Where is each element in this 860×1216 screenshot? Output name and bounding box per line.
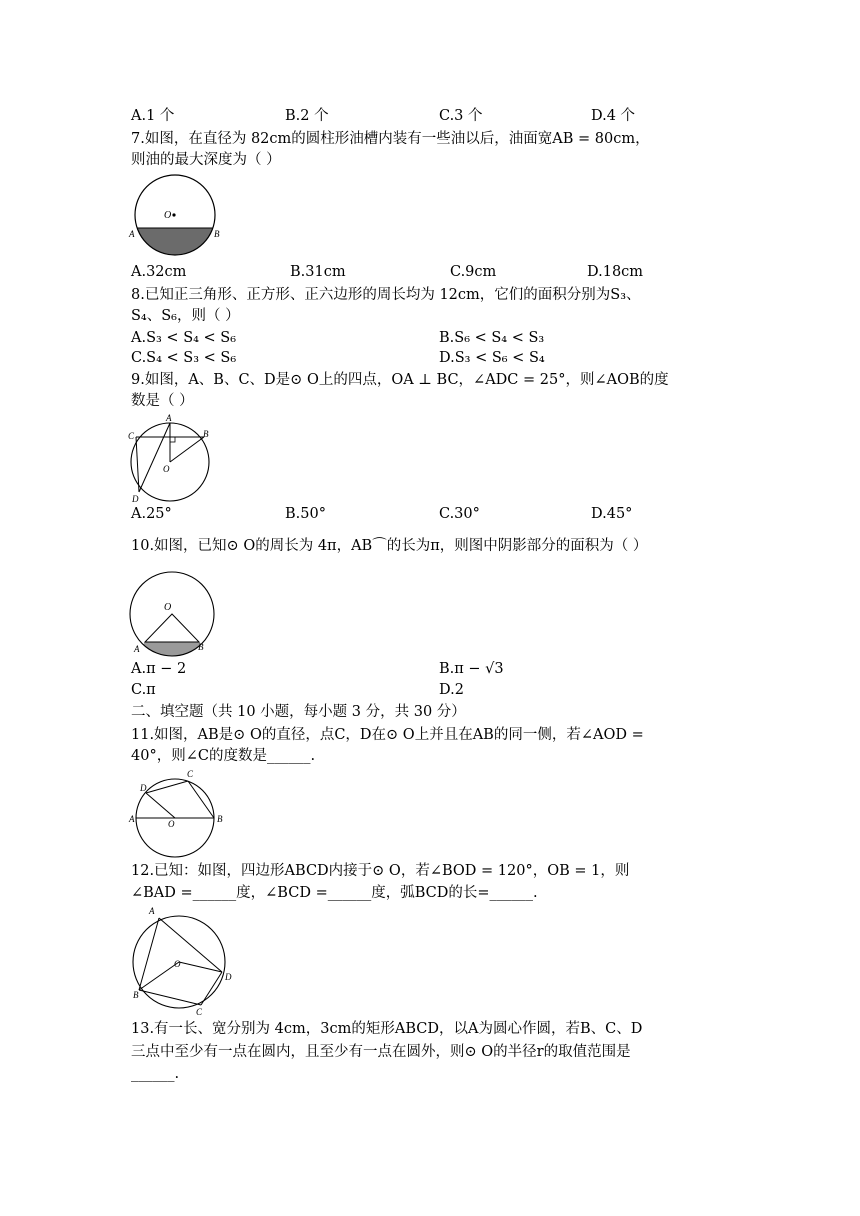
q12-label-d: D	[225, 972, 232, 982]
section-2-heading: 二、填空题（共 10 小题，每小题 3 分，共 30 分）	[131, 704, 466, 720]
q6-option-c: C.3 个	[439, 108, 483, 124]
q9-label-a: A	[166, 413, 172, 423]
q7-label-a: A	[129, 229, 135, 239]
q9-label-c: C	[128, 431, 135, 441]
q13-text-line1: 13.有一长、宽分别为 4cm，3cm的矩形ABCD，以A为圆心作圆，若B、C、D	[131, 1021, 643, 1037]
q9-label-b: B	[203, 429, 209, 439]
q11-label-d: D	[140, 783, 147, 793]
q8-option-b: B.S₆ < S₄ < S₃	[439, 330, 545, 346]
q8-option-c: C.S₄ < S₃ < S₆	[131, 350, 237, 366]
q11-text-line1: 11.如图，AB是⊙ O的直径，点C，D在⊙ O上并且在AB的同一侧，若∠AOD =	[131, 727, 644, 743]
q9-label-d: D	[132, 494, 139, 504]
q9-label-o: O	[163, 464, 170, 474]
q7-label-o: O	[164, 210, 172, 221]
q7-option-c: C.9cm	[450, 264, 497, 280]
q6-option-b: B.2 个	[285, 108, 329, 124]
q9-circle-figure	[126, 410, 216, 506]
q10-label-o: O	[164, 602, 172, 613]
q10-option-b: B.π − √3	[439, 661, 504, 677]
q7-option-a: A.32cm	[131, 264, 187, 280]
q10-label-b: B	[198, 642, 204, 652]
q10-circle-figure	[126, 570, 218, 660]
q10-label-a: A	[134, 644, 140, 654]
q9-option-b: B.50°	[285, 506, 326, 522]
q8-text-line1: 8.已知正三角形、正方形、正六边形的周长均为 12cm，它们的面积分别为S₃、	[131, 287, 641, 303]
q6-option-a: A.1 个	[131, 108, 175, 124]
q13-text-line2: 三点中至少有一点在圆内，且至少有一点在圆外，则⊙ O的半径r的取值范围是	[131, 1044, 631, 1060]
q8-text-line2: S₄、S₆，则（ ）	[131, 308, 240, 324]
q11-label-o: O	[168, 819, 175, 829]
q7-center-point	[172, 213, 175, 216]
q7-option-b: B.31cm	[290, 264, 346, 280]
q10-option-c: C.π	[131, 682, 156, 698]
q7-option-d: D.18cm	[587, 264, 644, 280]
q10-text-line1: 10.如图，已知⊙ O的周长为 4π，AB⌒的长为π，则图中阴影部分的面积为（ ）	[131, 538, 648, 554]
q11-label-a: A	[129, 814, 135, 824]
q11-label-b: B	[217, 814, 223, 824]
q9-option-a: A.25°	[131, 506, 172, 522]
q12-text-line1: 12.已知：如图，四边形ABCD内接于⊙ O，若∠BOD = 120°，OB = 1，则	[131, 863, 630, 879]
q9-option-c: C.30°	[439, 506, 480, 522]
q8-option-a: A.S₃ < S₄ < S₆	[131, 330, 237, 346]
q10-option-a: A.π − 2	[131, 661, 187, 677]
q8-option-d: D.S₃ < S₆ < S₄	[439, 350, 545, 366]
q12-text-line2: ∠BAD =______度，∠BCD =______度，弧BCD的长=______.	[131, 885, 538, 901]
q12-label-a: A	[149, 906, 155, 916]
q9-text-line1: 9.如图，A、B、C、D是⊙ O上的四点，OA ⊥ BC，∠ADC = 25°，则∠AOB的度	[131, 372, 669, 388]
q9-text-line2: 数是（ ）	[131, 393, 194, 409]
q9-option-d: D.45°	[591, 506, 633, 522]
q7-oil-tank-figure	[128, 172, 228, 258]
q11-text-line2: 40°，则∠C的度数是______.	[131, 748, 316, 764]
q7-label-b: B	[214, 229, 220, 239]
q7-text-line2: 则油的最大深度为（ ）	[131, 152, 281, 168]
q11-circle-figure	[128, 767, 230, 859]
q6-option-d: D.4 个	[591, 108, 636, 124]
q10-option-d: D.2	[439, 682, 464, 698]
q11-label-c: C	[187, 769, 194, 779]
q12-label-o: O	[174, 959, 181, 969]
q12-label-c: C	[196, 1007, 203, 1017]
q13-text-line3: ______.	[131, 1066, 180, 1082]
q12-cyclic-quadrilateral-figure	[128, 904, 238, 1016]
q12-label-b: B	[133, 990, 139, 1000]
q7-text-line1: 7.如图，在直径为 82cm的圆柱形油槽内装有一些油以后，油面宽AB = 80cm，	[131, 131, 650, 147]
